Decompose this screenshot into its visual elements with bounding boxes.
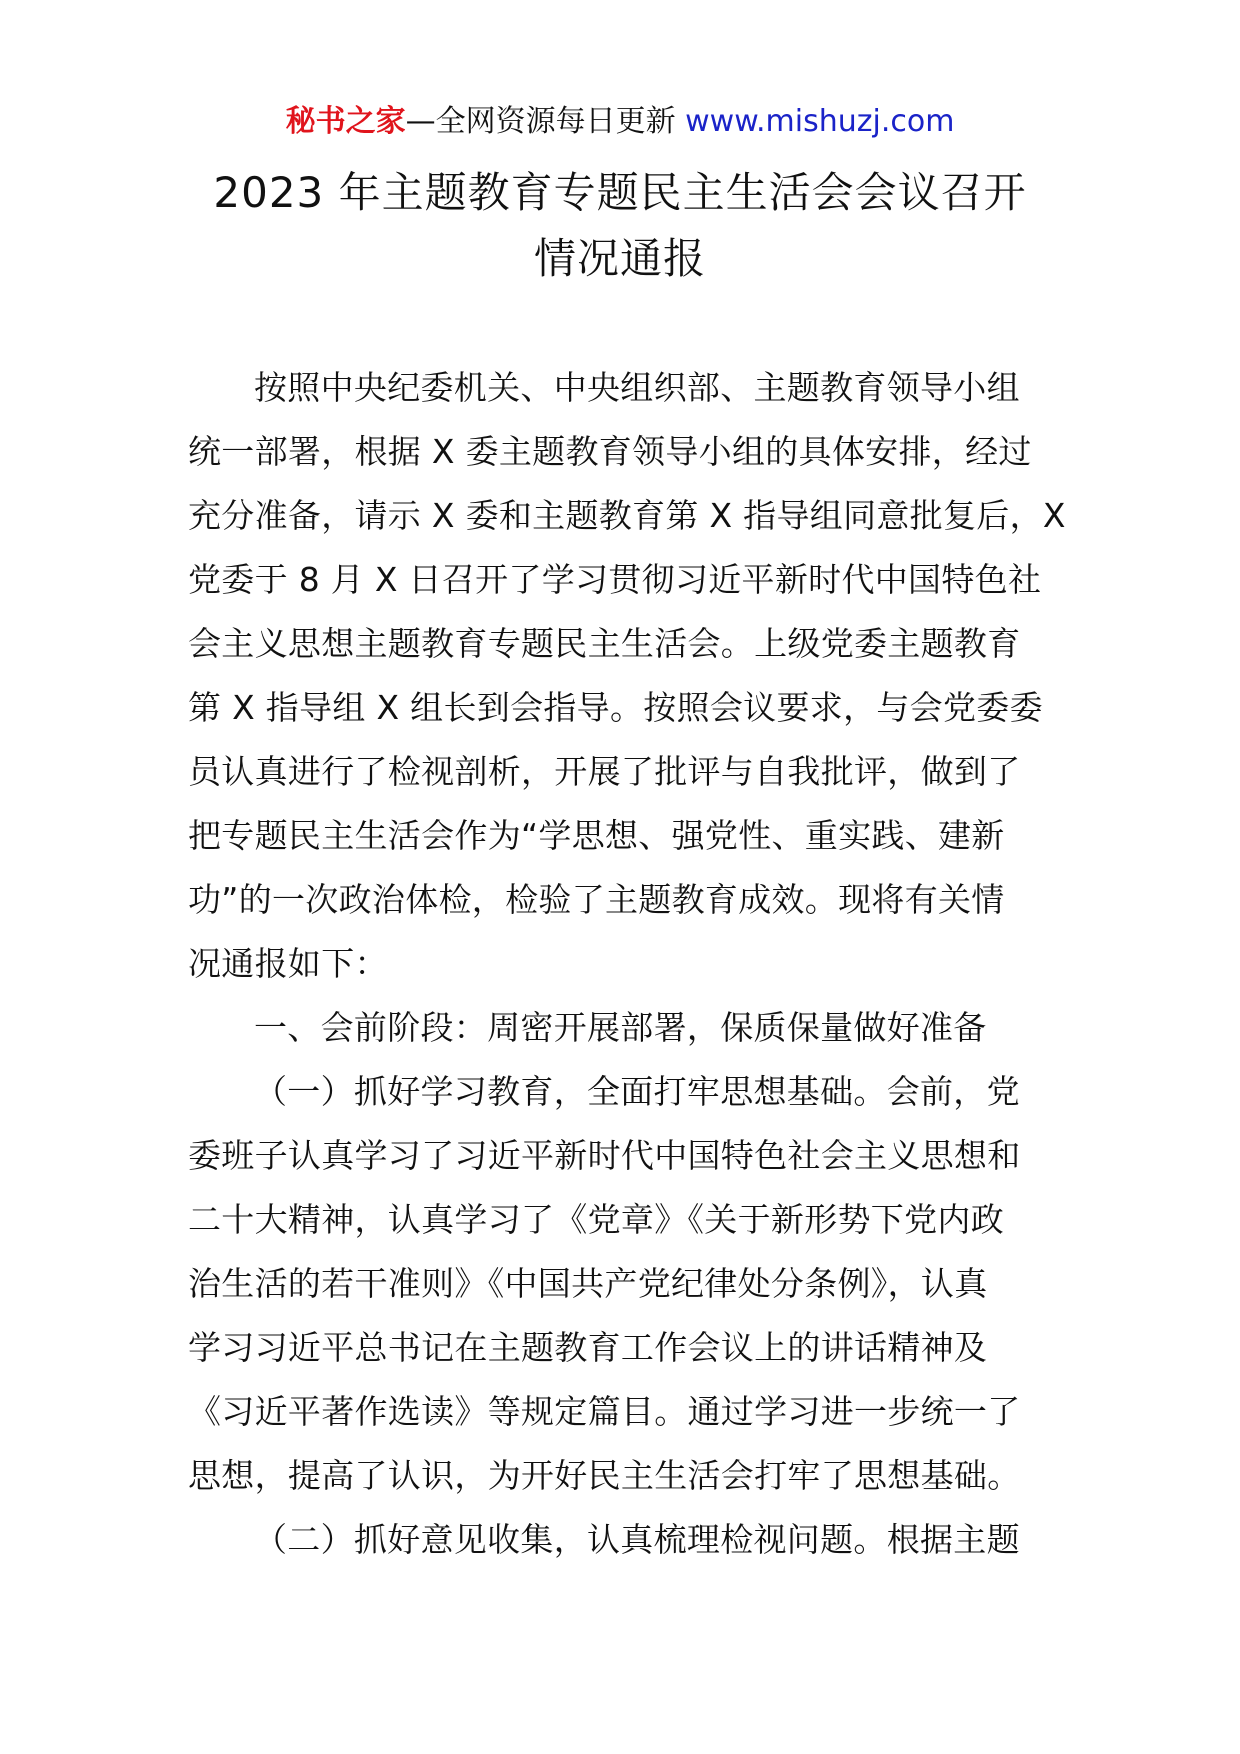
- subsection-heading: （二）抓好意见收集，认真梳理检视问题。根据主题: [254, 1520, 1020, 1559]
- document-title: [150, 160, 1090, 292]
- body-line: 统一部署，根据 X 委主题教育领导小组的具体安排，经过: [188, 432, 1032, 471]
- brand-name: 秘书之家: [285, 104, 406, 139]
- site-header: [0, 102, 1240, 142]
- body-line: 把专题民主生活会作为“学思想、强党性、重实践、建新: [188, 816, 1005, 855]
- body-line: 委班子认真学习了习近平新时代中国特色社会主义思想和: [188, 1136, 1021, 1175]
- body-line: 学习习近平总书记在主题教育工作会议上的讲话精神及: [188, 1328, 988, 1367]
- title-line-2: 情况通报: [533, 234, 706, 283]
- body-line: 《习近平著作选读》等规定篇目。通过学习进一步统一了: [188, 1392, 1021, 1431]
- body-line: 员认真进行了检视剖析，开展了批评与自我批评，做到了: [188, 752, 1021, 791]
- subsection-heading: （一）抓好学习教育，全面打牢思想基础。会前，党: [254, 1072, 1020, 1111]
- body-line: 况通报如下：: [188, 944, 388, 983]
- body-line: 充分准备，请示 X 委和主题教育第 X 指导组同意批复后，X: [188, 496, 1066, 535]
- title-line-1: 2023 年主题教育专题民主生活会会议召开: [213, 168, 1027, 217]
- body-line: 思想，提高了认识，为开好民主生活会打牢了思想基础。: [188, 1456, 1021, 1495]
- document-body: [188, 356, 1066, 1572]
- body-line: 党委于 8 月 X 日召开了学习贯彻习近平新时代中国特色社: [188, 560, 1042, 599]
- site-url[interactable]: www.mishuzj.com: [685, 104, 955, 139]
- body-line: 按照中央纪委机关、中央组织部、主题教育领导小组: [254, 368, 1020, 407]
- body-line: 治生活的若干准则》《中国共产党纪律处分条例》，认真: [188, 1264, 988, 1303]
- body-line: 功”的一次政治体检，检验了主题教育成效。现将有关情: [188, 880, 1005, 919]
- body-line: 第 X 指导组 X 组长到会指导。按照会议要求，与会党委委: [188, 688, 1043, 727]
- body-line: 二十大精神，认真学习了《党章》《关于新形势下党内政: [188, 1200, 1004, 1239]
- body-line: 会主义思想主题教育专题民主生活会。上级党委主题教育: [188, 624, 1021, 663]
- section-heading: 一、会前阶段：周密开展部署，保质保量做好准备: [254, 1008, 987, 1047]
- header-slogan: —全网资源每日更新: [405, 104, 676, 139]
